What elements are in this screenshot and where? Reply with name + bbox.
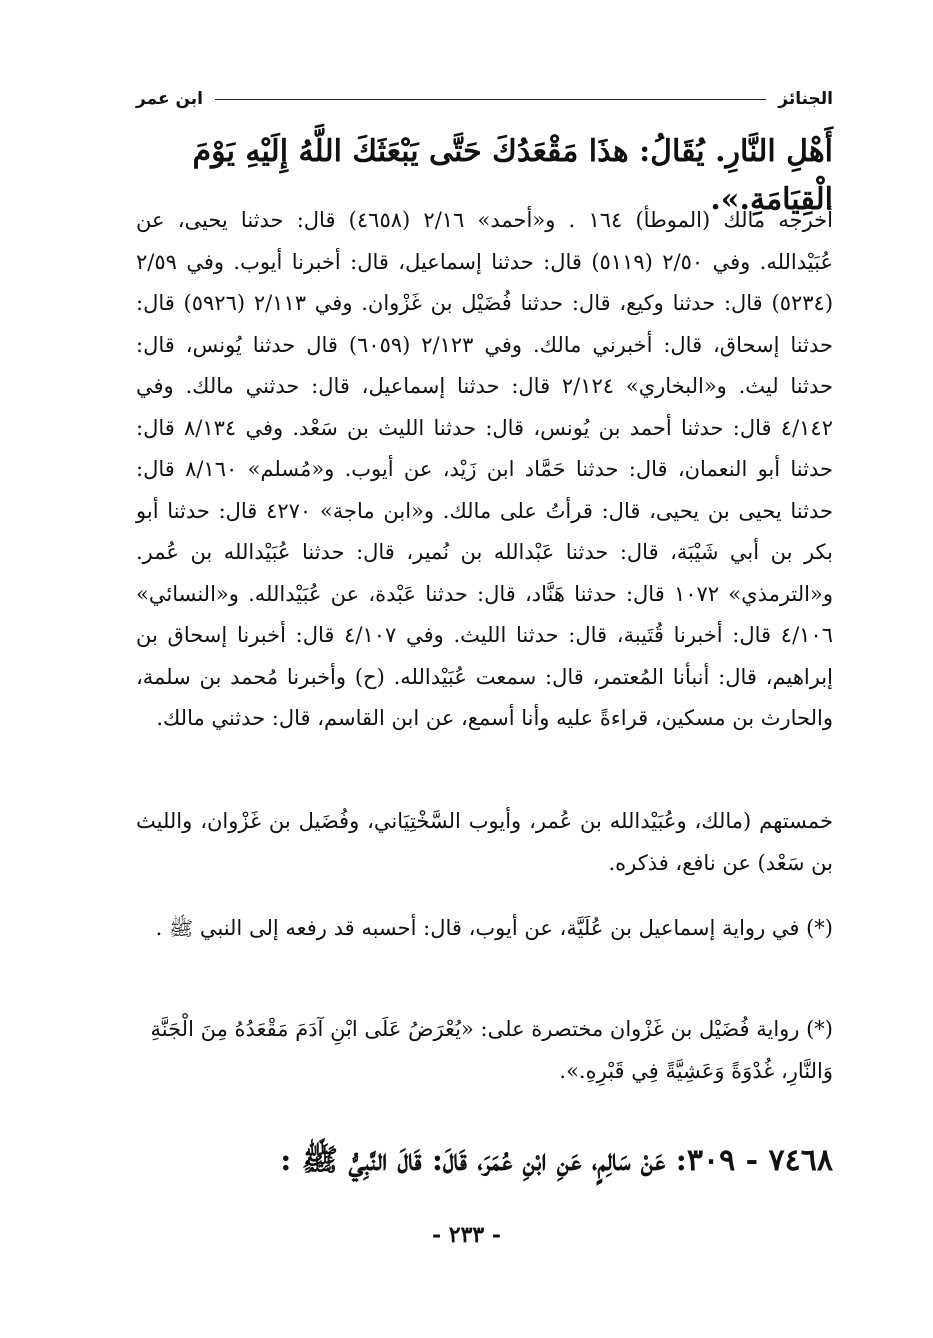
salawat-mark: ﷺ [169, 916, 194, 940]
footnote-fudayl: (*) رواية فُضَيْل بن غَزْوان مختصرة على: «يُعْرَضُ عَلَى ابْنِ آدَمَ مَقْعَدُهُ مِنَ الْجَنَّةِ وَالنَّارِ، غُدْوَةً وَعَشِيَّةً فِي قَبْرِهِ.». [150, 1017, 833, 1083]
footnote-ibn-ulayya [136, 908, 833, 948]
running-header [136, 84, 833, 114]
salawat-mark: ﷺ [301, 1143, 338, 1178]
takhrij-paragraph: أخرجه مالك (الموطأ) ١٦٤ . و«أحمد» ٢/١٦ (٤٦٥٨) قال: حدثنا يحيى، عن عُبَيْدالله. وفي ٢/٥٠ (٥١١٩) قال: حدثنا إسماعيل، قال: أخبرنا أيوب. وفي ٢/٥٩ (٥٢٣٤) قال: حدثنا وكيع، قال: حدثنا فُضَيْل بن غَزْوان. وفي ٢/١١٣ (٥٩٢٦) قال: حدثنا إسحاق، قال: أخبرني مالك. وفي ٢/١٢٣ (٦٠٥٩) قال حدثنا يُونس، قال: حدثنا ليث. و«البخاري» ٢/١٢٤ قال: حدثنا إسماعيل، قال: حدثني مالك. وفي ٤/١٤٢ قال: حدثنا أحمد بن يُونس، قال: حدثنا الليث بن سَعْد. وفي ٨/١٣٤ قال: حدثنا أبو النعمان، قال: حدثنا حَمَّاد ابن زَيْد، عن أيوب. و«مُسلم» ٨/١٦٠ قال: حدثنا يحيى بن يحيى، قال: قرأتُ على مالك. و«ابن ماجة» ٤٢٧٠ قال: حدثنا أبو بكر بن أبي شَيْبَة، قال: حدثنا عَبْدالله بن نُمير، قال: حدثنا عُبَيْدالله بن عُمر. و«الترمذي» ١٠٧٢ قال: حدثنا هَنَّاد، قال: حدثنا عَبْدة، عن عُبَيْدالله. و«النسائي» ٤/١٠٦ قال: أخبرنا قُتَيبة، قال: حدثنا الليث. وفي ٤/١٠٧ قال: أخبرنا إسحاق بن إبراهيم، قال: أنبأنا المُعتمر، قال: سمعت عُبَيْدالله. (ح) وأخبرنا مُحمد بن سلمة، والحارث بن مسكين، قراءةً عليه وأنا أسمع، عن ابن القاسم، قال: حدثني مالك. [136, 208, 834, 730]
hadith-text-continuation: أَهْلِ النَّارِ. يُقَالُ: هذَا مَقْعَدُكَ حَتَّى يَبْعَثَكَ اللَّهُ إِلَيْهِ يَوْمَ الْقِيَامَةِ.». [192, 134, 833, 217]
footnote-ibn-ulayya-text: (*) في رواية إسماعيل بن عُلَيَّة، عن أيوب، قال: أحسبه قد رفعه إلى النبي [199, 916, 833, 940]
next-hadith-heading [136, 1136, 833, 1186]
next-hadith-text: ٧٤٦٨ - ٣٠٩: عَنْ سَالِمٍ، عَنِ ابْنِ عُمَرَ، قَالَ: قَالَ النَّبِيُّ [348, 1143, 833, 1178]
narrator-title: ابن عمر [136, 89, 204, 109]
page-number: - ٢٣٣ - [431, 1222, 502, 1248]
header-rule [215, 99, 766, 100]
chapter-title: الجنائز [778, 89, 833, 109]
footnote-ibn-ulayya-end: . [155, 916, 163, 940]
next-hadith-end: : [280, 1143, 292, 1178]
summary-paragraph: خمستهم (مالك، وعُبَيْدالله بن عُمر، وأيوب السَّخْتِيَاني، وفُضَيل بن غَزْوان، والليث بن سَعْد) عن نافع، فذكره. [136, 809, 833, 875]
